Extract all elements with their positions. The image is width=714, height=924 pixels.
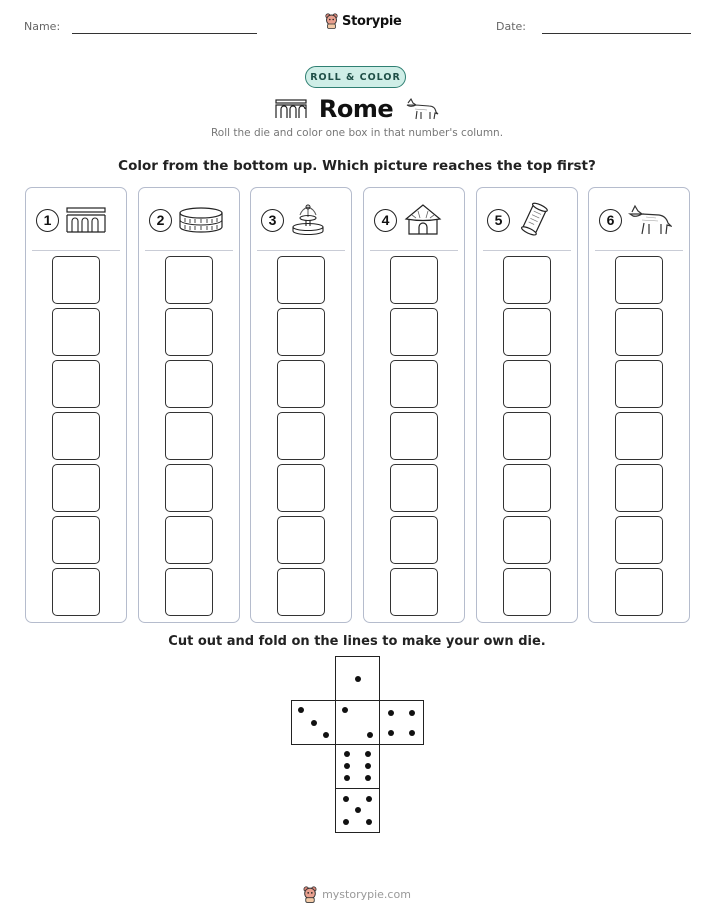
- color-box[interactable]: [165, 256, 213, 304]
- number-badge: 4: [374, 209, 397, 232]
- column-header: [599, 202, 681, 238]
- die-pip: [366, 796, 372, 802]
- die-pip: [388, 710, 394, 716]
- die-face-5: [335, 788, 380, 833]
- bear-logo-icon: [303, 886, 317, 903]
- color-box[interactable]: [503, 256, 551, 304]
- column-header: [36, 202, 118, 238]
- aqueduct-icon: [275, 99, 307, 119]
- number-badge: 3: [261, 209, 284, 232]
- die-pip: [342, 707, 348, 713]
- color-box[interactable]: [390, 568, 438, 616]
- footer-url[interactable]: mystorypie.com: [322, 888, 411, 901]
- color-box[interactable]: [390, 516, 438, 564]
- scroll-icon: [516, 200, 552, 240]
- die-pip: [311, 720, 317, 726]
- column-header: [487, 202, 569, 238]
- column-header: [374, 202, 456, 238]
- column-divider: [370, 250, 458, 251]
- color-box[interactable]: [503, 568, 551, 616]
- color-box[interactable]: [165, 464, 213, 512]
- page-title: [0, 92, 714, 126]
- color-box[interactable]: [277, 464, 325, 512]
- color-box[interactable]: [503, 464, 551, 512]
- column-3: [250, 187, 352, 623]
- column-5: [476, 187, 578, 623]
- date-line[interactable]: [542, 33, 691, 34]
- color-box[interactable]: [390, 308, 438, 356]
- color-box[interactable]: [503, 412, 551, 460]
- column-2: [138, 187, 240, 623]
- die-face-2: [335, 700, 380, 745]
- column-divider: [32, 250, 120, 251]
- die-pip: [366, 819, 372, 825]
- bear-logo-icon: [325, 13, 338, 29]
- color-box[interactable]: [503, 360, 551, 408]
- color-box[interactable]: [52, 256, 100, 304]
- color-box[interactable]: [615, 360, 663, 408]
- die-pip: [409, 730, 415, 736]
- color-box[interactable]: [277, 568, 325, 616]
- brand-name: Storypie: [342, 13, 402, 29]
- die-pip: [344, 763, 350, 769]
- color-box[interactable]: [52, 568, 100, 616]
- fountain-icon: [290, 203, 326, 237]
- column-divider: [483, 250, 571, 251]
- die-pip: [409, 710, 415, 716]
- die-face-3: [291, 700, 336, 745]
- color-box[interactable]: [615, 568, 663, 616]
- column-header: [261, 202, 343, 238]
- column-divider: [595, 250, 683, 251]
- column-header: [149, 202, 231, 238]
- number-badge: 1: [36, 209, 59, 232]
- die-pip: [367, 732, 373, 738]
- color-box[interactable]: [503, 516, 551, 564]
- number-badge: 2: [149, 209, 172, 232]
- column-divider: [145, 250, 233, 251]
- die-pip: [344, 775, 350, 781]
- color-box[interactable]: [165, 516, 213, 564]
- die-pip: [365, 775, 371, 781]
- color-box[interactable]: [165, 412, 213, 460]
- color-box[interactable]: [615, 516, 663, 564]
- color-box[interactable]: [503, 308, 551, 356]
- date-label: Date:: [496, 20, 526, 33]
- die-pip: [323, 732, 329, 738]
- color-box[interactable]: [165, 360, 213, 408]
- die-face-4: [379, 700, 424, 745]
- color-box[interactable]: [52, 308, 100, 356]
- die-face-6: [335, 744, 380, 789]
- die-pip: [355, 676, 361, 682]
- die-pip: [343, 796, 349, 802]
- hut-icon: [403, 203, 443, 237]
- color-box[interactable]: [615, 308, 663, 356]
- column-1: [25, 187, 127, 623]
- color-box[interactable]: [390, 464, 438, 512]
- color-box[interactable]: [615, 464, 663, 512]
- color-box[interactable]: [277, 308, 325, 356]
- color-box[interactable]: [615, 256, 663, 304]
- number-badge: 5: [487, 209, 510, 232]
- color-box[interactable]: [390, 256, 438, 304]
- color-box[interactable]: [165, 308, 213, 356]
- color-box[interactable]: [277, 360, 325, 408]
- column-6: [588, 187, 690, 623]
- die-pip: [365, 763, 371, 769]
- aqueduct-icon: [65, 206, 107, 234]
- number-badge: 6: [599, 209, 622, 232]
- wolf-icon: [405, 97, 439, 121]
- color-box[interactable]: [52, 360, 100, 408]
- color-box[interactable]: [52, 412, 100, 460]
- color-box[interactable]: [277, 516, 325, 564]
- color-box[interactable]: [277, 256, 325, 304]
- title-text: Rome: [318, 95, 394, 123]
- color-box[interactable]: [165, 568, 213, 616]
- wolf-icon: [628, 203, 672, 237]
- colosseum-icon: [178, 206, 224, 234]
- color-box[interactable]: [615, 412, 663, 460]
- die-face-1: [335, 656, 380, 701]
- die-pip: [388, 730, 394, 736]
- brand-logo: [325, 13, 402, 29]
- name-label: Name:: [24, 20, 61, 33]
- die-pip: [344, 751, 350, 757]
- name-line[interactable]: [72, 33, 257, 34]
- die-pip: [298, 707, 304, 713]
- color-box[interactable]: [390, 412, 438, 460]
- subtitle: Roll the die and color one box in that number's column.: [210, 127, 504, 139]
- column-4: [363, 187, 465, 623]
- color-box[interactable]: [390, 360, 438, 408]
- column-divider: [257, 250, 345, 251]
- roll-and-color-badge: ROLL & COLOR: [305, 66, 406, 88]
- die-pip: [343, 819, 349, 825]
- color-box[interactable]: [277, 412, 325, 460]
- die-pip: [355, 807, 361, 813]
- color-box[interactable]: [52, 464, 100, 512]
- cut-instruction: Cut out and fold on the lines to make your own die.: [168, 634, 546, 649]
- die-pip: [365, 751, 371, 757]
- color-box[interactable]: [52, 516, 100, 564]
- footer: [0, 886, 714, 903]
- instruction: Color from the bottom up. Which picture reaches the top first?: [118, 158, 596, 174]
